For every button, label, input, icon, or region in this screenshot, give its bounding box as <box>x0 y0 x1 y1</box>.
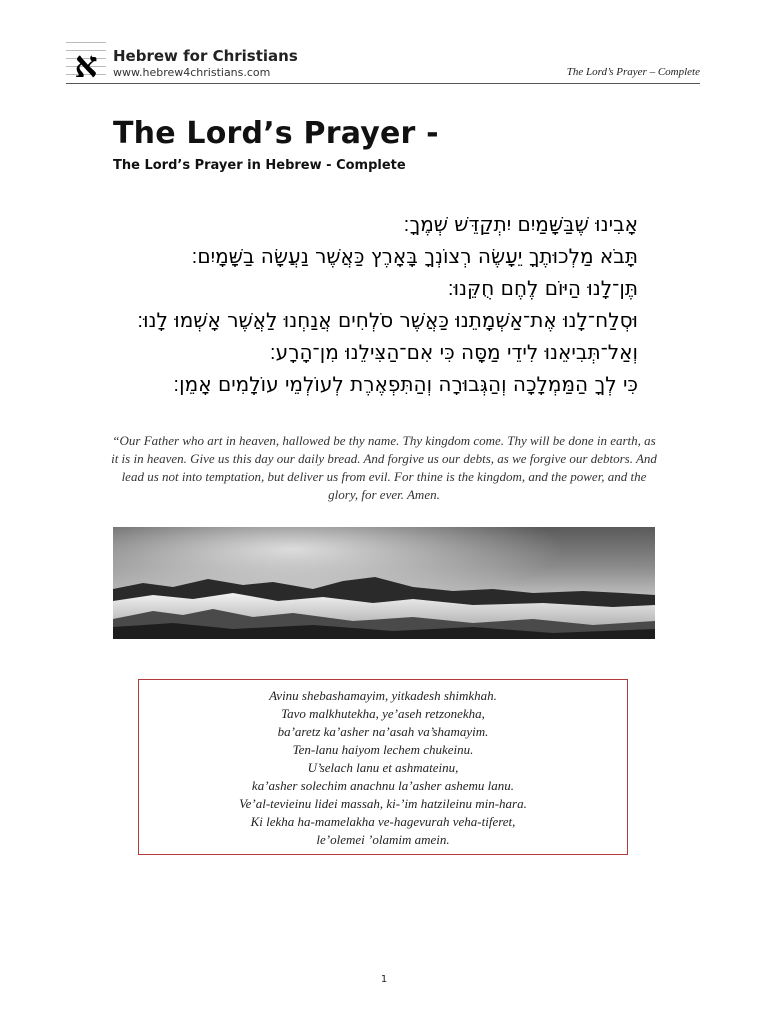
hebrew-line: תָּבֹא מַלְכוּתֶךָ יֵעָשֶׂה רְצוֹנְךָ בָּאָרֶץ כַּאֲשֶׁר נַעֲשָׂה בַשָּׁמָיִם׃ <box>191 244 638 268</box>
aleph-logo-glyph: א <box>74 44 98 82</box>
transliteration-line: le’olemei ’olamim amein. <box>316 832 450 847</box>
transliteration-line: ka’asher solechim anachnu la’asher ashemu lanu. <box>251 778 515 793</box>
transliteration-line: Tavo malkhutekha, ye’aseh retzonekha, <box>281 706 485 721</box>
aleph-logo-icon <box>66 40 106 82</box>
transliteration-line: Ten-lanu haiyom lechem chukeinu. <box>292 742 474 757</box>
hebrew-line: תֶּן־לָנוּ הַיּוֹם לֶחֶם חֻקֵּנוּ׃ <box>447 276 638 300</box>
hebrew-line: כִּי לְךָ הַמַּמְלָכָה וְהַגְּבוּרָה וְהַתִּפְאֶרֶת לְעוֹלְמֵי עוֹלָמִים אָמֵן׃ <box>173 372 638 396</box>
english-translation: “Our Father who art in heaven, hallowed be thy name. Thy kingdom come. Thy will be done in earth, as it is in heaven. Give us this day our daily bread. And forgive us our debts, as we forgive our debtors. And lead us not into temptation, but deliver us from evil. For thine is the kingdom, and the power, and the glory, for ever. Amen. <box>111 433 657 502</box>
transliteration-line: ba’aretz ka’asher na’asah va’shamayim. <box>277 724 489 739</box>
hebrew-prayer <box>100 208 638 400</box>
hebrew-line: וּסְלַח־לָנוּ אֶת־אַשְׁמָתֵנוּ כַּאֲשֶׁר סֹלְחִים אֲנַחְנוּ לַאֲשֶׁר אָשְׁמוּ לָנוּ׃ <box>137 308 638 332</box>
transliteration-line: Avinu shebashamayim, yitkadesh shimkhah. <box>269 688 497 703</box>
page-header <box>66 40 700 84</box>
transliteration-box <box>138 679 628 855</box>
page-title: The Lord’s Prayer - <box>113 116 439 151</box>
page-number: 1 <box>380 974 388 985</box>
mountain-clouds-photo <box>113 527 655 639</box>
page-subtitle: The Lord’s Prayer in Hebrew - Complete <box>113 158 406 173</box>
transliteration-line: U’selach lanu et ashmateinu, <box>307 760 459 775</box>
header-divider <box>66 83 700 84</box>
transliteration-line: Ki lekha ha-mamelakha ve-hagevurah veha-tiferet, <box>250 814 516 829</box>
site-name: Hebrew for Christians <box>113 47 298 65</box>
running-title: The Lord’s Prayer – Complete <box>566 66 700 78</box>
transliteration-line: Ve’al-tevieinu lidei massah, ki-’im hatzileinu min-hara. <box>239 796 527 811</box>
hebrew-line: אָבִינוּ שֶׁבַּשָּׁמַיִם יִתְקַדֵּשׁ שְׁמֶךָ׃ <box>403 212 638 236</box>
hebrew-line: וְאַל־תְּבִיאֵנוּ לִידֵי מַסָּה כִּי אִם־הַצִּילֵנוּ מִן־הָרָע׃ <box>269 340 638 364</box>
site-url[interactable]: www.hebrew4christians.com <box>113 66 271 79</box>
